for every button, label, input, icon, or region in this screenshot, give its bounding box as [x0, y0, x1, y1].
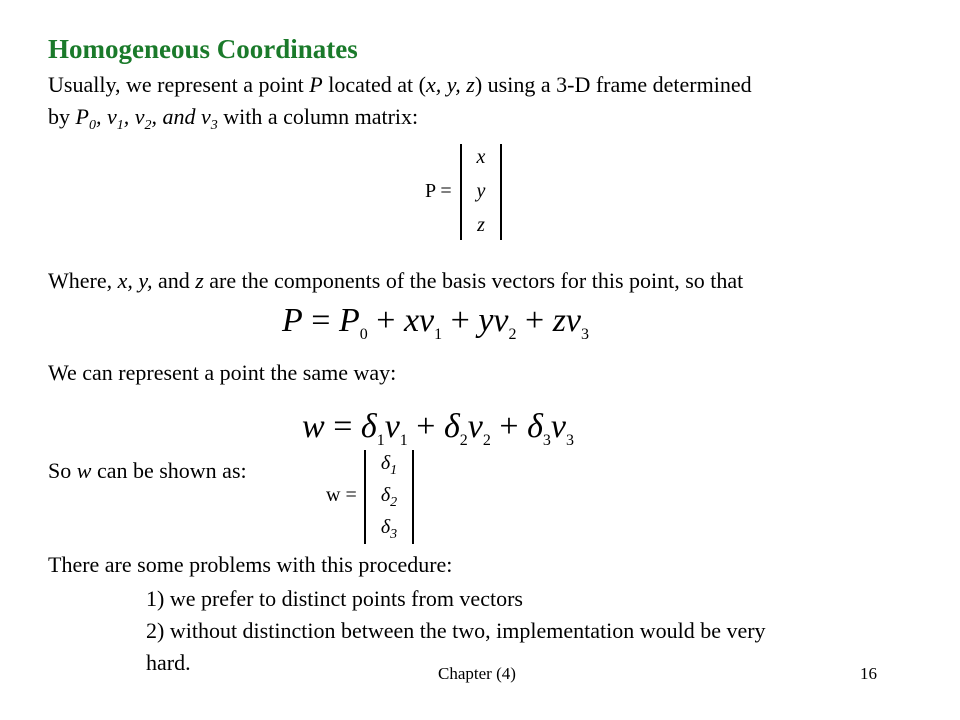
matrix-entry — [366, 516, 412, 542]
eq-term: δ — [527, 408, 543, 445]
text: v — [106, 104, 117, 129]
delta-symbol: δ — [380, 452, 391, 474]
problem-item-2-line-1: 2) without distinction between the two, implementation would be very — [146, 618, 766, 643]
vector-line: We can represent a point the same way: — [48, 360, 397, 385]
eq-term: xv — [403, 302, 435, 339]
where-line — [48, 268, 743, 294]
text: x, y, — [117, 268, 153, 293]
matrix-p — [460, 144, 502, 240]
eq-op: = — [324, 408, 361, 445]
eq-op: + — [407, 408, 444, 445]
text: and — [152, 268, 196, 293]
eq-op: + — [490, 408, 528, 445]
matrix-sub: 2 — [390, 495, 398, 510]
matrix-entry — [366, 484, 412, 510]
equation-p — [282, 302, 590, 343]
eq-sub: 2 — [508, 326, 517, 343]
text: located at ( — [322, 72, 426, 97]
eq-sub: 2 — [459, 432, 468, 449]
footer-chapter: Chapter (4) — [438, 664, 516, 683]
text: , — [95, 104, 107, 129]
problem-item-1: 1) we prefer to distinct points from vectors — [146, 586, 523, 611]
text: v — [134, 104, 145, 129]
text: Usually, we represent a point — [48, 72, 310, 97]
text: 1 — [116, 118, 124, 133]
text: ) using a 3-D frame determined — [474, 72, 752, 97]
text: 2 — [144, 118, 152, 133]
matrix-entry: z — [477, 214, 485, 236]
eq-term: yv — [478, 302, 509, 339]
eq-term: v — [384, 408, 400, 445]
intro-line-1 — [48, 72, 752, 98]
eq-op: + — [367, 302, 404, 339]
text: , and — [151, 104, 201, 129]
w-shown-line — [48, 458, 247, 484]
eq-term: δ — [360, 408, 377, 445]
eq-term: P — [338, 302, 360, 339]
problem-item-2-line-2: hard. — [146, 650, 191, 675]
eq-sub: 3 — [542, 432, 551, 449]
matrix-entry — [366, 452, 412, 478]
eq-term: δ — [443, 408, 460, 445]
slide-title: Homogeneous Coordinates — [48, 34, 358, 64]
text: P — [75, 104, 89, 129]
eq-term: v — [467, 408, 483, 445]
eq-sub: 3 — [565, 432, 574, 449]
text: 3 — [210, 118, 218, 133]
eq-sub: 1 — [399, 432, 408, 449]
text: z — [195, 268, 204, 293]
matrix-sub: 1 — [390, 463, 398, 478]
text: by — [48, 104, 76, 129]
eq-term: w — [302, 408, 325, 445]
matrix-w — [364, 450, 414, 544]
eq-term: v — [550, 408, 566, 445]
text: Where, — [48, 268, 118, 293]
eq-sub: 2 — [482, 432, 491, 449]
equation-w — [302, 408, 574, 449]
matrix-w-label: w = — [326, 484, 357, 506]
matrix-entry: x — [476, 146, 486, 168]
eq-sub: 1 — [434, 326, 443, 343]
eq-op: + — [442, 302, 479, 339]
matrix-entry: y — [476, 180, 486, 202]
intro-line-2 — [48, 104, 419, 133]
delta-symbol: δ — [380, 484, 391, 506]
matrix-sub: 3 — [390, 527, 398, 542]
footer-page-number: 16 — [860, 664, 877, 683]
text: P — [309, 72, 323, 97]
text: So — [48, 458, 77, 483]
eq-term: zv — [552, 302, 582, 339]
eq-op: + — [516, 302, 553, 339]
text: can be shown as: — [91, 458, 247, 483]
eq-sub: 0 — [359, 326, 368, 343]
text: , — [123, 104, 135, 129]
text: x, y, z — [425, 72, 475, 97]
text: w — [76, 458, 92, 483]
text: are the components of the basis vectors for this point, so that — [203, 268, 744, 293]
text: v — [200, 104, 211, 129]
eq-sub: 3 — [581, 326, 590, 343]
text: with a column matrix: — [217, 104, 419, 129]
problems-heading: There are some problems with this procedure: — [48, 552, 453, 577]
eq-op: = — [302, 302, 339, 339]
eq-sub: 1 — [376, 432, 385, 449]
matrix-p-label: P = — [425, 180, 452, 202]
text: 0 — [88, 118, 96, 133]
delta-symbol: δ — [380, 516, 391, 538]
eq-term: P — [282, 302, 303, 339]
